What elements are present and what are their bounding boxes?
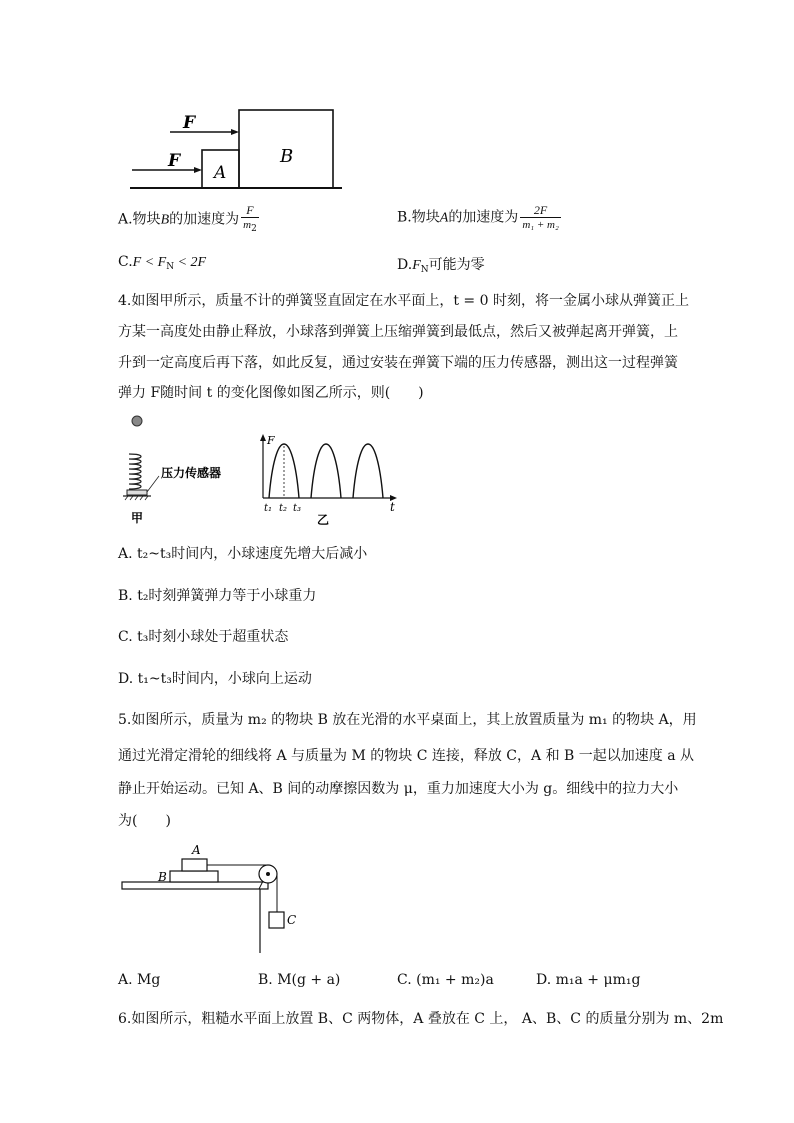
q4-option-a[interactable]: A. t₂~t₃时间内，小球速度先增大后减小 xyxy=(118,546,368,562)
figure-jia-label: 甲 xyxy=(131,511,144,525)
q6-line-1: 6.如图所示，粗糙水平面上放置 B、C 两物体，A 叠放在 C 上， A、B、C 的质量分别为 m、2m xyxy=(118,1011,724,1027)
axis-f-label: F xyxy=(267,434,275,447)
q3-option-a[interactable]: A.物块B的加速度为 $\frac{F}{m_2}$ xyxy=(118,203,257,234)
q5-line-1: 5.如图所示，质量为 m₂ 的物块 B 放在光滑的水平桌面上，其上放置质量为 m₁ 的物块 A，用 xyxy=(118,712,697,728)
block-b xyxy=(170,871,218,882)
block-a-label: A xyxy=(214,163,227,183)
table-top xyxy=(122,882,268,889)
block-a xyxy=(182,859,207,871)
q4-option-b[interactable]: B. t₂时刻弹簧弹力等于小球重力 xyxy=(118,588,317,604)
force-curve xyxy=(269,444,383,498)
force-label-bottom: F xyxy=(168,151,181,171)
q3-option-d[interactable]: $D.F_N$可能为零 xyxy=(397,257,485,275)
q5-option-d[interactable]: D. m₁a + μm₁g xyxy=(536,972,641,988)
q5-line-3: 静止开始运动。已知 A、B 间的动摩擦因数为 μ，重力加速度大小为 g。细线中的拉力大小 xyxy=(118,781,679,797)
q4-line-2: 方某一高度处由静止释放，小球落到弹簧上压缩弹簧到最低点，然后又被弹起离开弹簧，上 xyxy=(118,324,678,340)
q3-figure xyxy=(120,100,360,195)
q4-line-3: 升到一定高度后再下落，如此反复，通过安装在弹簧下端的压力传感器，测出这一过程弹簧 xyxy=(118,355,678,371)
force-label-top: F xyxy=(183,113,196,133)
t2-label: t₂ xyxy=(279,503,288,514)
block-a-label: A xyxy=(192,843,201,857)
sensor-label: 压力传感器 xyxy=(161,466,222,480)
spring xyxy=(129,454,141,489)
axis-t-label: t xyxy=(390,500,395,514)
block-c xyxy=(269,912,284,928)
t3-label: t₃ xyxy=(293,503,302,514)
q5-option-a[interactable]: A. Mg xyxy=(118,972,161,988)
metal-ball xyxy=(132,416,142,426)
q5-figure xyxy=(118,838,298,956)
q4-option-d[interactable]: D. t₁~t₃时间内，小球向上运动 xyxy=(118,671,312,687)
q5-option-b[interactable]: B. M(g + a) xyxy=(258,972,341,988)
q5-option-c[interactable]: C. (m₁ + m₂)a xyxy=(397,972,494,988)
q4-figure-jia xyxy=(115,410,225,530)
q3-option-b[interactable]: B.物块A的加速度为 $\frac{2F}{\text{m₁ + m₂}}$ xyxy=(397,203,559,231)
q4-figure-yi xyxy=(253,432,403,532)
q5-line-2: 通过光滑定滑轮的细线将 A 与质量为 M 的物块 C 连接，释放 C，A 和 B 一起以加速度 a 从 xyxy=(118,748,695,764)
block-b-label: B xyxy=(158,870,167,884)
q4-line-4: 弹力 F随时间 t 的变化图像如图乙所示，则( ) xyxy=(118,385,424,401)
t1-label: t₁ xyxy=(264,503,273,514)
q5-line-4: 为( ) xyxy=(118,813,171,829)
figure-yi-label: 乙 xyxy=(317,513,330,527)
q3-option-c[interactable]: $C.F < F_N < 2F$ xyxy=(118,254,207,272)
pressure-sensor xyxy=(127,490,147,495)
block-c-label: C xyxy=(287,913,297,927)
block-b-label: B xyxy=(280,146,294,167)
q4-option-c[interactable]: C. t₃时刻小球处于超重状态 xyxy=(118,629,289,645)
q4-line-1: 4.如图甲所示，质量不计的弹簧竖直固定在水平面上，t = 0 时刻，将一金属小球从弹簧正上 xyxy=(118,293,689,309)
